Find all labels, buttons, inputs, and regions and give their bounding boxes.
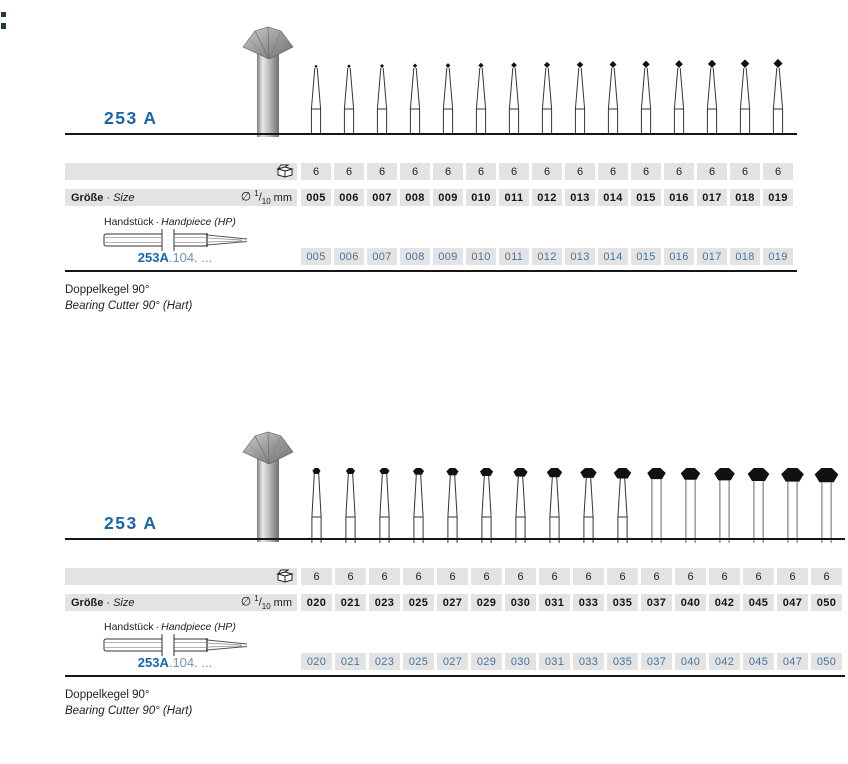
bur-illustration [641,458,672,543]
pack-quantity-cell: 6 [403,568,434,585]
size-cell: 011 [499,189,529,206]
bur-illustration [777,458,808,543]
order-size-cell: 047 [777,653,808,670]
bur-illustration [709,458,740,543]
size-cell: 019 [763,189,793,206]
pack-quantity-cell: 6 [631,163,661,180]
order-size-cell: 027 [437,653,468,670]
size-label-en: Size [113,596,135,609]
bur-illustration [301,55,331,135]
size-cell: 017 [697,189,727,206]
label-separator: · [106,191,111,204]
size-value-row [301,594,842,611]
order-size-cell: 030 [505,653,536,670]
caption-english: Bearing Cutter 90° (Hart) [65,705,193,717]
pack-quantity-cell: 6 [743,568,774,585]
pack-quantity-cell: 6 [777,568,808,585]
pack-quantity-cell: 6 [675,568,706,585]
size-cell: 047 [777,594,808,611]
order-size-cell: 045 [743,653,774,670]
order-size-cell: 020 [301,653,332,670]
size-cell: 018 [730,189,760,206]
size-cell: 006 [334,189,364,206]
order-size-cell: 050 [811,653,842,670]
package-icon [276,164,294,179]
order-size-cell: 031 [539,653,570,670]
pack-quantity-cell: 6 [505,568,536,585]
handpiece-shank-drawing [102,634,250,656]
size-cell: 037 [641,594,672,611]
size-row-label [65,189,297,206]
order-size-cell: 009 [433,248,463,265]
order-size-cell: 033 [573,653,604,670]
size-cell: 012 [532,189,562,206]
pack-quantity-cell: 6 [335,568,366,585]
pack-quantity-cell: 6 [763,163,793,180]
size-value-row [301,189,793,206]
order-size-cell: 021 [335,653,366,670]
label-separator: · [106,596,111,609]
size-cell: 010 [466,189,496,206]
size-cell: 016 [664,189,694,206]
bur-illustration [743,458,774,543]
handpiece-label: Handstück · Handpiece (HP) [104,216,236,228]
size-cell: 031 [539,594,570,611]
pack-quantity-cell: 6 [532,163,562,180]
packaging-row-label [65,163,297,180]
size-label-de: Größe [71,191,104,204]
pack-quantity-cell: 6 [499,163,529,180]
order-size-cell: 029 [471,653,502,670]
order-size-cell: 010 [466,248,496,265]
pack-quantity-cell: 6 [697,163,727,180]
diameter-unit: ∅ $^1/_{10}$ mm [240,594,292,611]
pack-quantity-cell: 6 [437,568,468,585]
order-size-cell: 018 [730,248,760,265]
package-icon [276,569,294,584]
divider-rule [65,133,797,135]
order-size-cell: 013 [565,248,595,265]
bur-illustration [631,55,661,135]
pack-quantity-cell: 6 [334,163,364,180]
bur-size-illustrations [301,458,842,543]
bur-illustration [367,55,397,135]
size-cell: 029 [471,594,502,611]
size-cell: 015 [631,189,661,206]
order-size-cell: 005 [301,248,331,265]
pack-quantity-cell: 6 [641,568,672,585]
pack-quantity-cell: 6 [709,568,740,585]
pack-quantity-cell: 6 [367,163,397,180]
bur-illustration [403,458,434,543]
bur-illustration [697,55,727,135]
bur-illustration [471,458,502,543]
order-size-cell: 011 [499,248,529,265]
bur-illustration [505,458,536,543]
pack-quantity-cell: 6 [301,568,332,585]
pack-quantity-cell: 6 [565,163,595,180]
size-cell: 009 [433,189,463,206]
bur-illustration [466,55,496,135]
order-size-cell: 016 [664,248,694,265]
bur-illustration [763,55,793,135]
bur-illustration [301,458,332,543]
divider-rule [65,270,797,272]
pack-quantity-cell: 6 [400,163,430,180]
order-size-cell: 007 [367,248,397,265]
product-photo-bur [242,430,294,542]
series-label: 253 A [104,108,158,128]
bur-illustration [400,55,430,135]
order-number: 253A.104. ... [137,655,213,670]
order-size-cell: 014 [598,248,628,265]
order-size-cell: 012 [532,248,562,265]
bur-illustration [811,458,842,543]
order-number: 253A.104. ... [137,250,213,265]
order-size-row [301,653,842,670]
size-cell: 045 [743,594,774,611]
section-253a-small-sizes [0,0,848,340]
order-size-cell: 017 [697,248,727,265]
bur-illustration [598,55,628,135]
order-size-cell: 006 [334,248,364,265]
bur-illustration [499,55,529,135]
pack-quantity-cell: 6 [573,568,604,585]
order-size-cell: 037 [641,653,672,670]
size-cell: 014 [598,189,628,206]
product-photo-bur [242,25,294,137]
pack-quantity-cell: 6 [539,568,570,585]
handpiece-label: Handstück · Handpiece (HP) [104,621,236,633]
order-size-cell: 025 [403,653,434,670]
caption-english: Bearing Cutter 90° (Hart) [65,300,193,312]
pack-quantity-cell: 6 [466,163,496,180]
pack-quantity-cell: 6 [471,568,502,585]
bur-illustration [675,458,706,543]
order-size-cell: 040 [675,653,706,670]
pack-quantity-cell: 6 [433,163,463,180]
size-label-en: Size [113,191,135,204]
pack-quantity-cell: 6 [598,163,628,180]
size-cell: 013 [565,189,595,206]
size-cell: 033 [573,594,604,611]
size-cell: 042 [709,594,740,611]
bur-illustration [573,458,604,543]
size-row-label [65,594,297,611]
bur-illustration [334,55,364,135]
size-cell: 030 [505,594,536,611]
order-size-cell: 023 [369,653,400,670]
divider-rule [65,675,845,677]
pack-quantity-cell: 6 [301,163,331,180]
order-size-cell: 008 [400,248,430,265]
size-cell: 008 [400,189,430,206]
size-cell: 040 [675,594,706,611]
bur-illustration [730,55,760,135]
size-cell: 027 [437,594,468,611]
bur-illustration [335,458,366,543]
series-label: 253 A [104,513,158,533]
pack-quantity-cell: 6 [369,568,400,585]
pack-quantity-cell: 6 [664,163,694,180]
order-size-cell: 015 [631,248,661,265]
bur-illustration [532,55,562,135]
caption-german: Doppelkegel 90° [65,689,150,701]
packaging-row-label [65,568,297,585]
size-cell: 007 [367,189,397,206]
diameter-unit: ∅ $^1/_{10}$ mm [240,189,292,206]
size-cell: 005 [301,189,331,206]
size-cell: 020 [301,594,332,611]
order-size-row [301,248,793,265]
pack-quantity-row [301,163,793,180]
bur-illustration [437,458,468,543]
size-cell: 050 [811,594,842,611]
pack-quantity-cell: 6 [811,568,842,585]
order-size-cell: 042 [709,653,740,670]
pack-quantity-cell: 6 [730,163,760,180]
bur-illustration [607,458,638,543]
size-cell: 021 [335,594,366,611]
pack-quantity-cell: 6 [607,568,638,585]
divider-rule [65,538,845,540]
caption-german: Doppelkegel 90° [65,284,150,296]
section-253a-large-sizes [0,405,848,745]
order-size-cell: 035 [607,653,638,670]
bur-illustration [565,55,595,135]
bur-illustration [369,458,400,543]
order-size-cell: 019 [763,248,793,265]
handpiece-shank-drawing [102,229,250,251]
bur-illustration [433,55,463,135]
bur-illustration [539,458,570,543]
bur-illustration [664,55,694,135]
size-label-de: Größe [71,596,104,609]
pack-quantity-row [301,568,842,585]
size-cell: 035 [607,594,638,611]
size-cell: 025 [403,594,434,611]
size-cell: 023 [369,594,400,611]
bur-size-illustrations [301,55,793,135]
